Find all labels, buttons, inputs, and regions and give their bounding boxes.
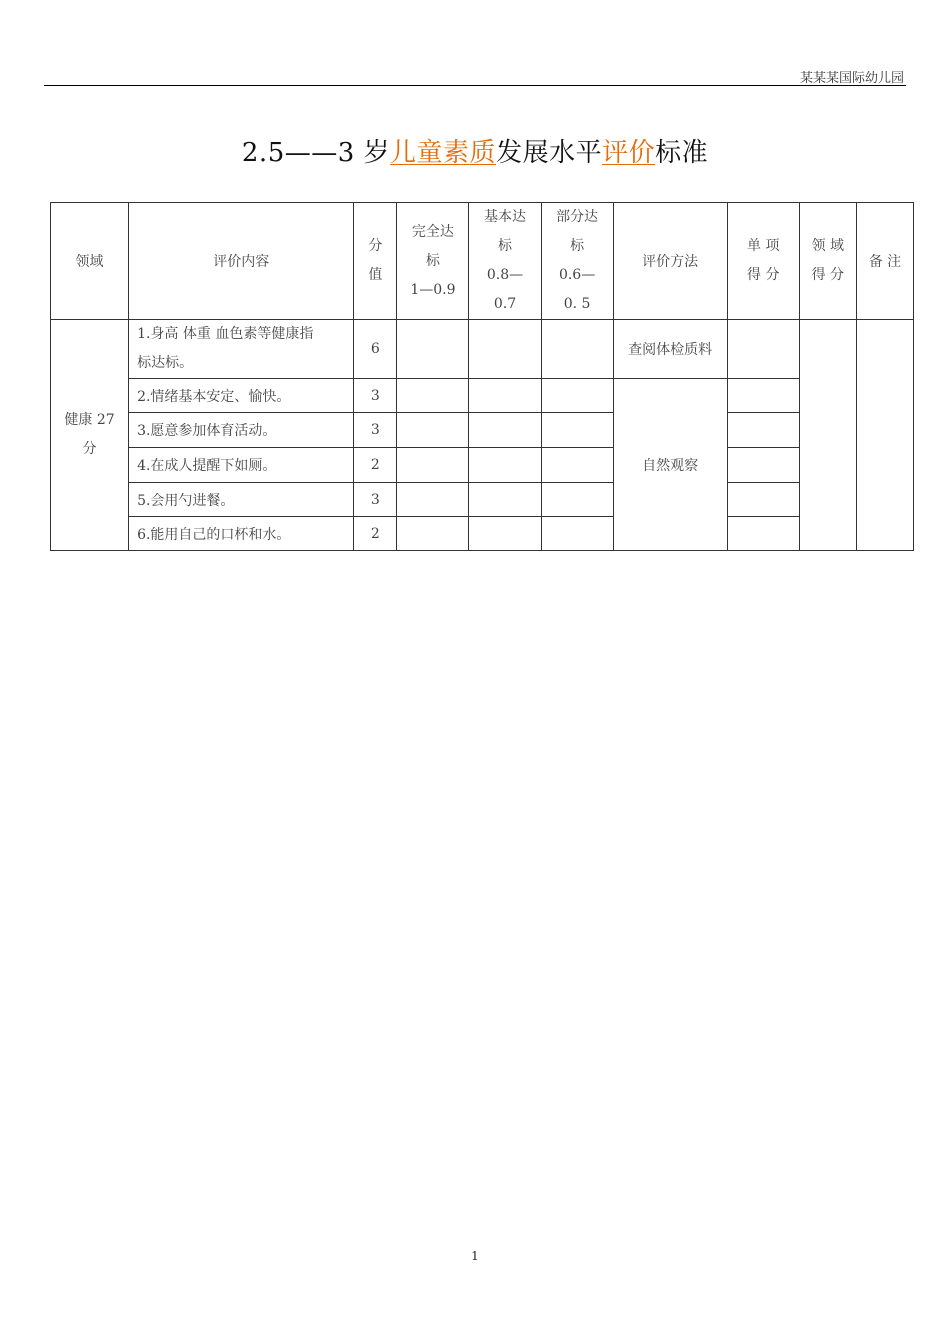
header-partial-line1: 部分达 [556, 209, 599, 225]
title-highlight-2: 评价 [602, 138, 656, 168]
header-partial-line4: 0. 5 [563, 296, 591, 312]
table-row [51, 413, 914, 448]
method-cell: 查阅体检质料 [613, 320, 727, 379]
header-item-score [727, 203, 799, 320]
full-cell[interactable] [397, 320, 469, 379]
header-org-name: 某某某国际幼儿园 [799, 71, 904, 86]
item-score-cell[interactable] [727, 413, 799, 448]
content-cell [129, 320, 354, 379]
score-cell: 3 [354, 413, 397, 448]
partial-cell[interactable] [541, 320, 613, 379]
full-cell[interactable] [397, 379, 469, 413]
header-domain: 领域 [51, 203, 129, 320]
score-cell: 3 [354, 483, 397, 517]
header-basic [469, 203, 541, 320]
header-score [354, 203, 397, 320]
header-full-line1: 完全达 [411, 223, 454, 240]
header-basic-line3: 0.8— [486, 267, 524, 283]
score-cell: 2 [354, 517, 397, 551]
score-cell: 6 [354, 320, 397, 379]
evaluation-table [50, 202, 914, 551]
header-remark: 备 注 [856, 203, 913, 320]
content-cell: 5.会用勺进餐。 [129, 483, 354, 517]
content-cell: 3.愿意参加体育活动。 [129, 413, 354, 448]
item-score-cell[interactable] [727, 320, 799, 379]
item-score-cell[interactable] [727, 517, 799, 551]
full-cell[interactable] [397, 483, 469, 517]
basic-cell[interactable] [469, 379, 541, 413]
table-header-row [51, 203, 914, 320]
header-basic-line4: 0.7 [493, 296, 517, 312]
full-cell[interactable] [397, 517, 469, 551]
page-number: 1 [471, 1249, 479, 1263]
header-full-line3: 1—0.9 [410, 281, 456, 298]
header-item-line2: 得 分 [747, 267, 780, 283]
title-highlight-1: 儿童素质 [390, 138, 497, 168]
partial-cell[interactable] [541, 483, 613, 517]
header-domain-score [799, 203, 856, 320]
full-cell[interactable] [397, 448, 469, 483]
header-dom-line1: 领 域 [811, 238, 845, 254]
content-line1: 1.身高 体重 血色素等健康指 [137, 326, 314, 342]
header-dom-line2: 得 分 [811, 267, 845, 283]
table-row [51, 379, 914, 413]
title-mid: 发展水平 [496, 138, 603, 168]
content-cell: 4.在成人提醒下如厕。 [129, 448, 354, 483]
domain-line1: 健康 27 [64, 412, 115, 428]
table-row [51, 517, 914, 551]
header-item-line1: 单 项 [747, 238, 780, 254]
basic-cell[interactable] [469, 413, 541, 448]
header-content: 评价内容 [129, 203, 354, 320]
table-row [51, 448, 914, 483]
header-partial-line2: 标 [570, 238, 585, 254]
header-full [397, 203, 469, 320]
page-title [0, 132, 950, 169]
item-score-cell[interactable] [727, 448, 799, 483]
basic-cell[interactable] [469, 320, 541, 379]
domain-cell [51, 320, 129, 551]
header-score-line2: 值 [368, 267, 383, 283]
partial-cell[interactable] [541, 448, 613, 483]
domain-score-cell[interactable] [799, 320, 856, 551]
score-cell: 3 [354, 379, 397, 413]
basic-cell[interactable] [469, 483, 541, 517]
partial-cell[interactable] [541, 517, 613, 551]
basic-cell[interactable] [469, 448, 541, 483]
header-partial-line3: 0.6— [558, 267, 596, 283]
header-divider [44, 85, 906, 86]
content-cell: 6.能用自己的口杯和水。 [129, 517, 354, 551]
title-suffix: 标准 [655, 138, 709, 168]
table-row [51, 483, 914, 517]
item-score-cell[interactable] [727, 379, 799, 413]
content-cell: 2.情绪基本安定、愉快。 [129, 379, 354, 413]
header-basic-line1: 基本达 [483, 209, 526, 225]
domain-line2: 分 [82, 441, 97, 457]
item-score-cell[interactable] [727, 483, 799, 517]
score-cell: 2 [354, 448, 397, 483]
header-partial [541, 203, 613, 320]
remark-cell[interactable] [856, 320, 913, 551]
table-row [51, 320, 914, 379]
partial-cell[interactable] [541, 413, 613, 448]
header-basic-line2: 标 [497, 238, 512, 254]
header-method: 评价方法 [613, 203, 727, 320]
content-line2: 标达标。 [137, 355, 194, 371]
full-cell[interactable] [397, 413, 469, 448]
title-prefix: 2.5——3 岁 [241, 138, 391, 168]
basic-cell[interactable] [469, 517, 541, 551]
partial-cell[interactable] [541, 379, 613, 413]
method-shared-cell: 自然观察 [613, 379, 727, 551]
header-score-line1: 分 [368, 238, 383, 254]
header-full-line2: 标 [425, 252, 440, 269]
